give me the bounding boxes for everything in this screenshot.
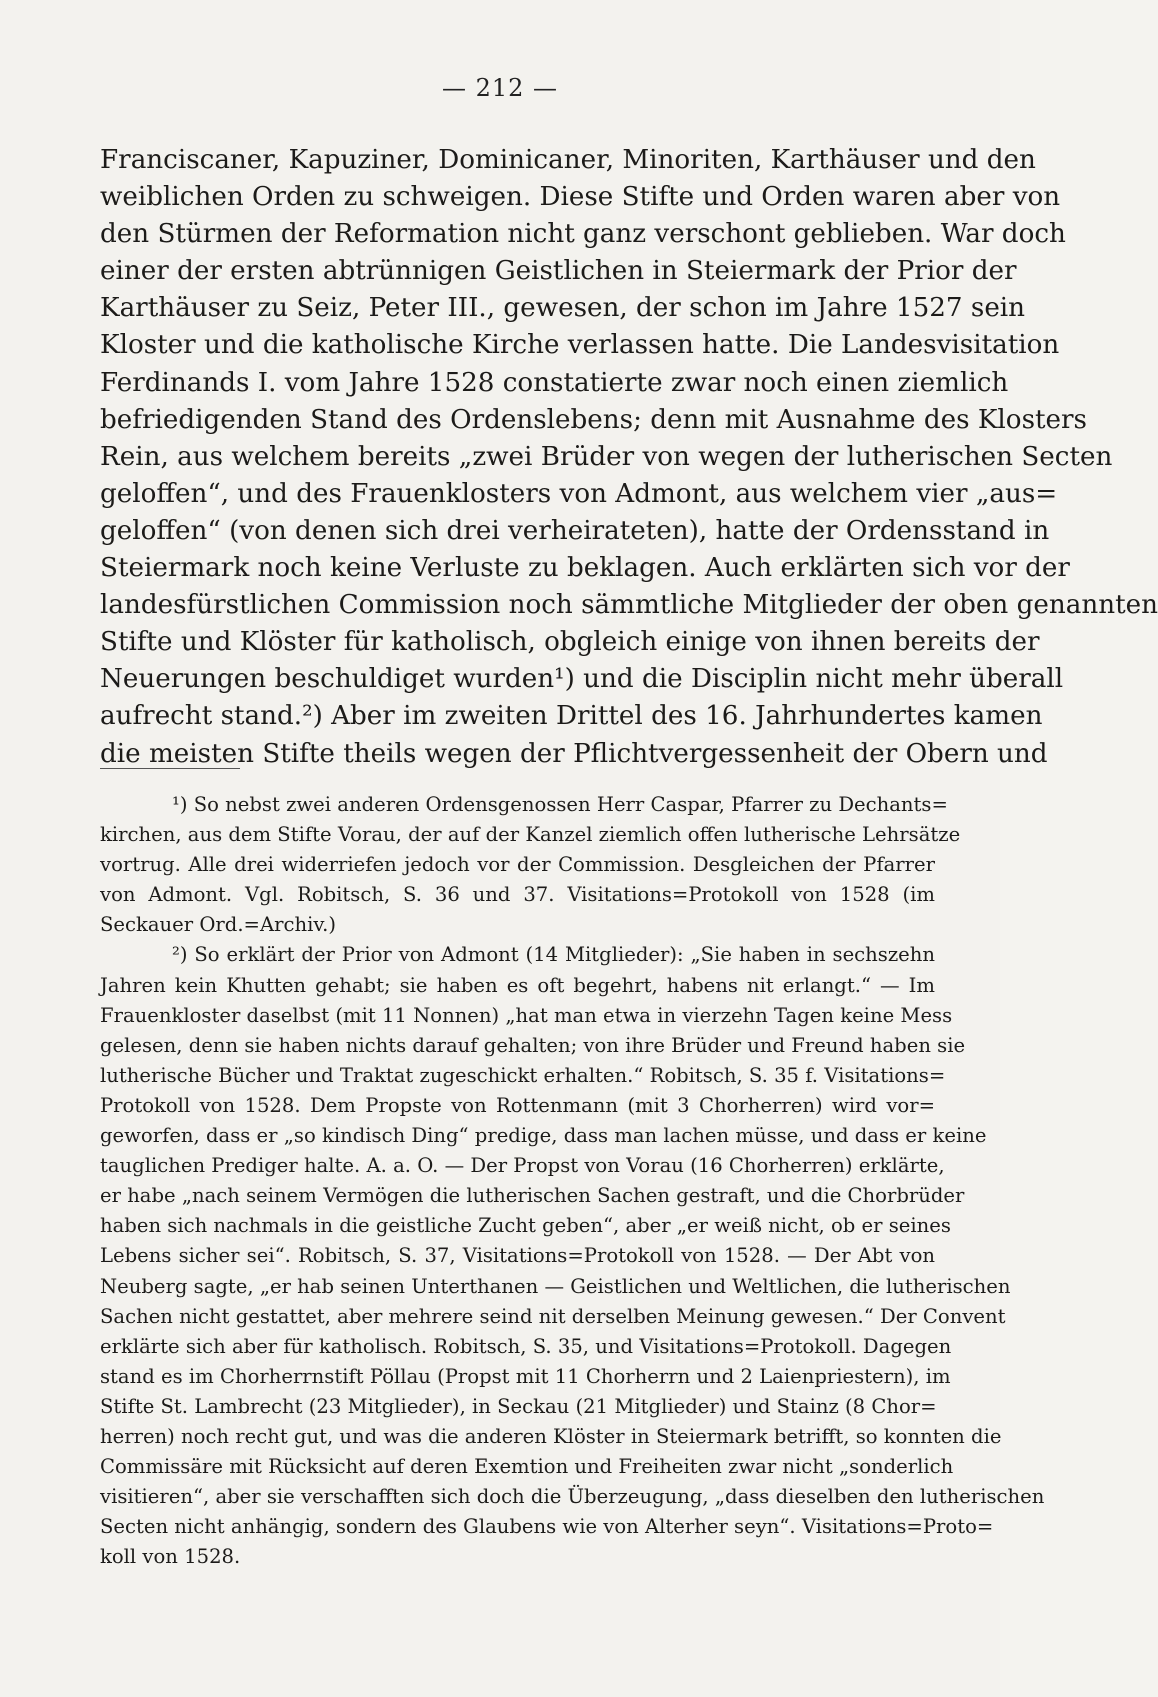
text-line: geloffen“, und des Frauenklosters von Admont, aus welchem vier „aus= <box>100 478 1058 509</box>
footnote-line: er habe „nach seinem Vermögen die lutherischen Sachen gestraft, und die Chorbrüder <box>100 1184 965 1208</box>
text-line: Steiermark noch keine Verluste zu beklagen. Auch erklärten sich vor der <box>100 553 1070 584</box>
page-number: — 212 — <box>441 74 559 102</box>
footnote-line: Seckauer Ord.=Archiv.) <box>100 913 336 937</box>
text-line: die meisten Stifte theils wegen der Pflichtvergessenheit der Obern und <box>100 738 1048 769</box>
footnote-line: Jahren kein Khutten gehabt; sie haben es oft begehrt, habens nit erlangt.“ — Im <box>100 973 935 997</box>
text-line: Rein, aus welchem bereits „zwei Brüder von wegen der lutherischen Secten <box>100 441 1113 472</box>
footnote-line: vortrug. Alle drei widerriefen jedoch vor der Commission. Desgleichen der Pfarrer <box>100 853 935 877</box>
text-line: Ferdinands I. vom Jahre 1528 constatierte zwar noch einen ziemlich <box>100 367 1009 398</box>
footnote-line: Lebens sicher sei“. Robitsch, S. 37, Visitations=Protokoll von 1528. — Der Abt von <box>100 1244 935 1268</box>
footnote-line: lutherische Bücher und Traktat zugeschickt erhalten.“ Robitsch, S. 35 f. Visitations= <box>100 1063 946 1087</box>
footnote-line: von Admont. Vgl. Robitsch, S. 36 und 37. Visitations=Protokoll von 1528 (im <box>100 883 935 907</box>
text-line: Neuerungen beschuldiget wurden¹) und die Disciplin nicht mehr überall <box>100 664 1064 695</box>
footnote-line: gelesen, denn sie haben nichts darauf gehalten; von ihre Brüder und Freund haben sie <box>100 1033 966 1057</box>
text-line: Karthäuser zu Seiz, Peter III., gewesen, der schon im Jahre 1527 sein <box>100 293 1026 324</box>
footnote-line: visitieren“, aber sie verschafften sich doch die Überzeugung, „dass dieselben den lutherischen <box>100 1485 1045 1509</box>
footnote-line: ¹) So nebst zwei anderen Ordensgenossen Herr Caspar, Pfarrer zu Dechants= <box>172 793 948 816</box>
text-line: aufrecht stand.²) Aber im zweiten Drittel des 16. Jahrhundertes kamen <box>100 701 1043 732</box>
text-line: geloffen“ (von denen sich drei verheirateten), hatte der Ordensstand in <box>100 515 1050 546</box>
text-line: Kloster und die katholische Kirche verlassen hatte. Die Landesvisitation <box>100 330 1060 361</box>
main-text <box>100 142 1158 773</box>
text-line: befriedigenden Stand des Ordenslebens; denn mit Ausnahme des Klosters <box>100 404 1087 435</box>
footnote-line: koll von 1528. <box>100 1545 241 1569</box>
footnote-line: Sachen nicht gestattet, aber mehrere seind nit derselben Meinung gewesen.“ Der Convent <box>100 1304 1006 1328</box>
footnote-separator <box>100 768 240 769</box>
text-line: weiblichen Orden zu schweigen. Diese Stifte und Orden waren aber von <box>100 182 1061 213</box>
footnotes <box>100 790 1045 1572</box>
footnote-line: Frauenkloster daselbst (mit 11 Nonnen) „hat man etwa in vierzehn Tagen keine Mess <box>100 1003 953 1027</box>
footnote-line: Commissäre mit Rücksicht auf deren Exemtion und Freiheiten zwar nicht „sonderlich <box>100 1455 954 1479</box>
footnote-line: geworfen, dass er „so kindisch Ding“ predige, dass man lachen müsse, und dass er keine <box>100 1124 987 1148</box>
text-line: Stifte und Klöster für katholisch, obgleich einige von ihnen bereits der <box>100 627 1040 658</box>
footnote-line: Secten nicht anhängig, sondern des Glaubens wie von Alterher seyn“. Visitations=Proto= <box>100 1515 994 1539</box>
text-line: Franciscaner, Kapuziner, Dominicaner, Minoriten, Karthäuser und den <box>100 145 1036 175</box>
footnote-line: Protokoll von 1528. Dem Propste von Rottenmann (mit 3 Chorherren) wird vor= <box>100 1093 935 1117</box>
text-line: landesfürstlichen Commission noch sämmtliche Mitglieder der oben genannten <box>100 590 1158 621</box>
footnote-line: kirchen, aus dem Stifte Vorau, der auf der Kanzel ziemlich offen lutherische Lehrsätze <box>100 823 961 847</box>
footnote-line: tauglichen Prediger halte. A. a. O. — Der Propst von Vorau (16 Chorherren) erklärte, <box>100 1154 945 1178</box>
footnote-line: herren) noch recht gut, und was die anderen Klöster in Steiermark betrifft, so konnten die <box>100 1424 1002 1448</box>
footnote-line: ²) So erklärt der Prior von Admont (14 Mitglieder): „Sie haben in sechszehn <box>172 943 935 967</box>
text-line: einer der ersten abtrünnigen Geistlichen in Steiermark der Prior der <box>100 256 1017 287</box>
footnote-line: Stifte St. Lambrecht (23 Mitglieder), in Seckau (21 Mitglieder) und Stainz (8 Chor= <box>100 1394 937 1418</box>
footnote-line: erklärte sich aber für katholisch. Robitsch, S. 35, und Visitations=Protokoll. Dagegen <box>100 1334 952 1358</box>
footnote-line: haben sich nachmals in die geistliche Zucht geben“, aber „er weiß nicht, ob er seines <box>100 1214 951 1238</box>
text-line: den Stürmen der Reformation nicht ganz verschont geblieben. War doch <box>100 219 1066 250</box>
footnote-line: Neuberg sagte, „er hab seinen Unterthanen — Geistlichen und Weltlichen, die lutherischen <box>100 1274 1011 1298</box>
footnote-line: stand es im Chorherrnstift Pöllau (Propst mit 11 Chorherrn und 2 Laienpriestern), im <box>100 1364 951 1388</box>
